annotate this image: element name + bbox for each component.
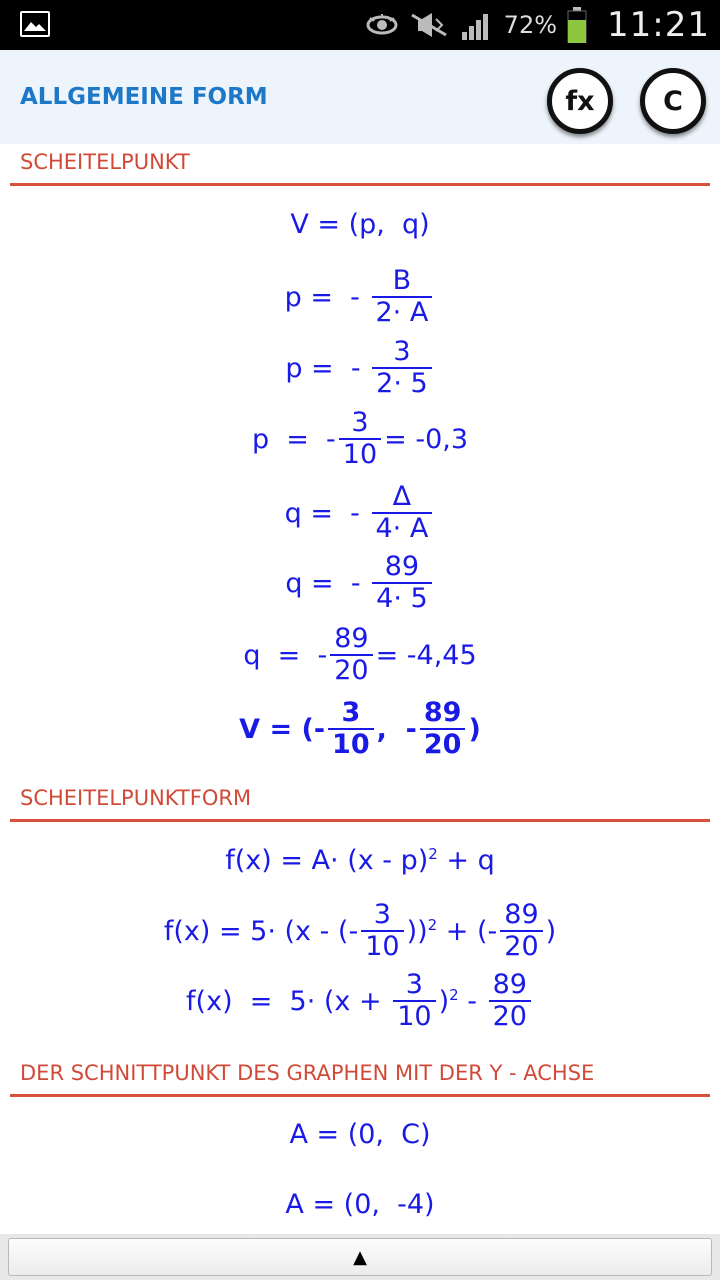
- q-result: [0, 620, 720, 690]
- numerator: 3: [341, 697, 361, 728]
- section-heading-scheitelpunktform: SCHEITELPUNKTFORM: [20, 786, 252, 810]
- denominator: 2· 5: [372, 367, 432, 399]
- vertex-form-subst-fraction-q: [500, 900, 542, 962]
- gallery-icon: [20, 11, 50, 37]
- vertex-form-substituted: [0, 896, 720, 966]
- section-divider: [10, 183, 710, 186]
- vertex-definition: V = (p, q): [290, 208, 430, 240]
- clear-button[interactable]: C: [640, 68, 706, 134]
- q-subst-lhs: q = -: [285, 567, 370, 599]
- signal-icon: [460, 10, 494, 40]
- y-intercept-definition: A = (0, C): [289, 1118, 431, 1150]
- section-divider: [10, 1094, 710, 1097]
- q-substitution: [0, 548, 720, 618]
- vertex-form-final-fraction-q: [489, 970, 531, 1032]
- denominator: 10: [339, 438, 381, 470]
- vertex-form-final-close: ): [438, 985, 450, 1017]
- vertex-separator: , -: [376, 713, 417, 745]
- numerator: 89: [504, 899, 539, 930]
- vertex-form-final: [0, 966, 720, 1036]
- battery-percent: 72%: [503, 11, 558, 39]
- q-formula: [0, 478, 720, 548]
- vertex-form-subst-plus: + (-: [437, 915, 498, 947]
- p-formula-fraction: [372, 266, 433, 328]
- action-bar: [0, 50, 720, 144]
- page-title: ALLGEMEINE FORM: [20, 84, 268, 110]
- vertex-form-general-tail: + q: [437, 844, 495, 876]
- numerator: 89: [492, 969, 527, 1000]
- exponent: 2: [427, 916, 438, 934]
- vertex-p-fraction: [328, 698, 374, 760]
- numerator: 3: [351, 407, 369, 438]
- eye-icon: [366, 14, 398, 36]
- denominator: 10: [328, 728, 374, 760]
- p-result-value: = -0,3: [384, 423, 469, 455]
- p-subst-fraction: [372, 337, 432, 399]
- vertex-form-final-lhs: f(x) = 5· (x +: [186, 985, 391, 1017]
- exponent: 2: [428, 845, 438, 863]
- vertex-result: [0, 694, 720, 764]
- q-formula-fraction: [372, 482, 433, 544]
- result-scroll-area[interactable]: [0, 144, 720, 1234]
- denominator: 10: [393, 1000, 435, 1032]
- denominator: 20: [489, 1000, 531, 1032]
- denominator: 2· A: [372, 296, 433, 328]
- vertex-form-subst-fraction-p: [361, 900, 403, 962]
- vertex-close-paren: ): [468, 713, 481, 745]
- q-result-lhs: q = -: [243, 639, 328, 671]
- q-result-fraction: [330, 624, 372, 686]
- vertex-form-general: [0, 838, 720, 882]
- y-intercept-result: A = (0, -4): [285, 1188, 435, 1220]
- denominator: 4· 5: [372, 582, 432, 614]
- denominator: 20: [330, 654, 372, 686]
- vertex-result-lhs: V = (-: [239, 713, 326, 745]
- numerator: 3: [405, 969, 423, 1000]
- denominator: 20: [420, 728, 466, 760]
- exponent: 2: [449, 986, 459, 1004]
- numerator: Δ: [392, 481, 412, 512]
- numerator: 89: [384, 551, 420, 582]
- denominator: 20: [500, 930, 542, 962]
- p-result-lhs: p = -: [251, 423, 336, 455]
- vertex-q-fraction: [420, 698, 466, 760]
- battery-icon: [567, 7, 587, 43]
- denominator: 4· A: [372, 512, 433, 544]
- vertex-form-general-text: f(x) = A· (x - p): [225, 844, 429, 876]
- fx-button[interactable]: fx: [547, 68, 613, 134]
- vertex-form-subst-close: )): [406, 915, 428, 947]
- arrow-up-icon: ▲: [353, 1246, 367, 1268]
- expand-up-button[interactable]: [8, 1238, 712, 1276]
- p-subst-lhs: p = -: [285, 352, 370, 384]
- q-subst-fraction: [372, 552, 432, 614]
- bottom-bar: [0, 1234, 720, 1280]
- p-formula: [0, 262, 720, 332]
- denominator: 10: [361, 930, 403, 962]
- clock: 11:21: [607, 5, 710, 45]
- numerator: 3: [373, 899, 391, 930]
- vertex-form-final-fraction-p: [393, 970, 435, 1032]
- numerator: B: [392, 265, 412, 296]
- section-heading-scheitelpunkt: SCHEITELPUNKT: [20, 150, 190, 174]
- mute-icon: [408, 11, 450, 39]
- section-heading-y-achse: DER SCHNITTPUNKT DES GRAPHEN MIT DER Y - ACHSE: [20, 1061, 595, 1085]
- p-result-fraction: [339, 408, 381, 470]
- q-result-value: = -4,45: [375, 639, 477, 671]
- p-formula-lhs: p = -: [284, 281, 369, 313]
- numerator: 89: [423, 697, 462, 728]
- numerator: 89: [334, 623, 369, 654]
- q-formula-lhs: q = -: [284, 497, 369, 529]
- numerator: 3: [393, 336, 411, 367]
- p-result: [0, 404, 720, 474]
- vertex-form-final-minus: -: [458, 985, 486, 1017]
- section-divider: [10, 819, 710, 822]
- vertex-form-subst-lhs: f(x) = 5· (x - (-: [163, 915, 359, 947]
- status-bar: [0, 0, 720, 50]
- p-substitution: [0, 333, 720, 403]
- vertex-form-subst-end: ): [545, 915, 557, 947]
